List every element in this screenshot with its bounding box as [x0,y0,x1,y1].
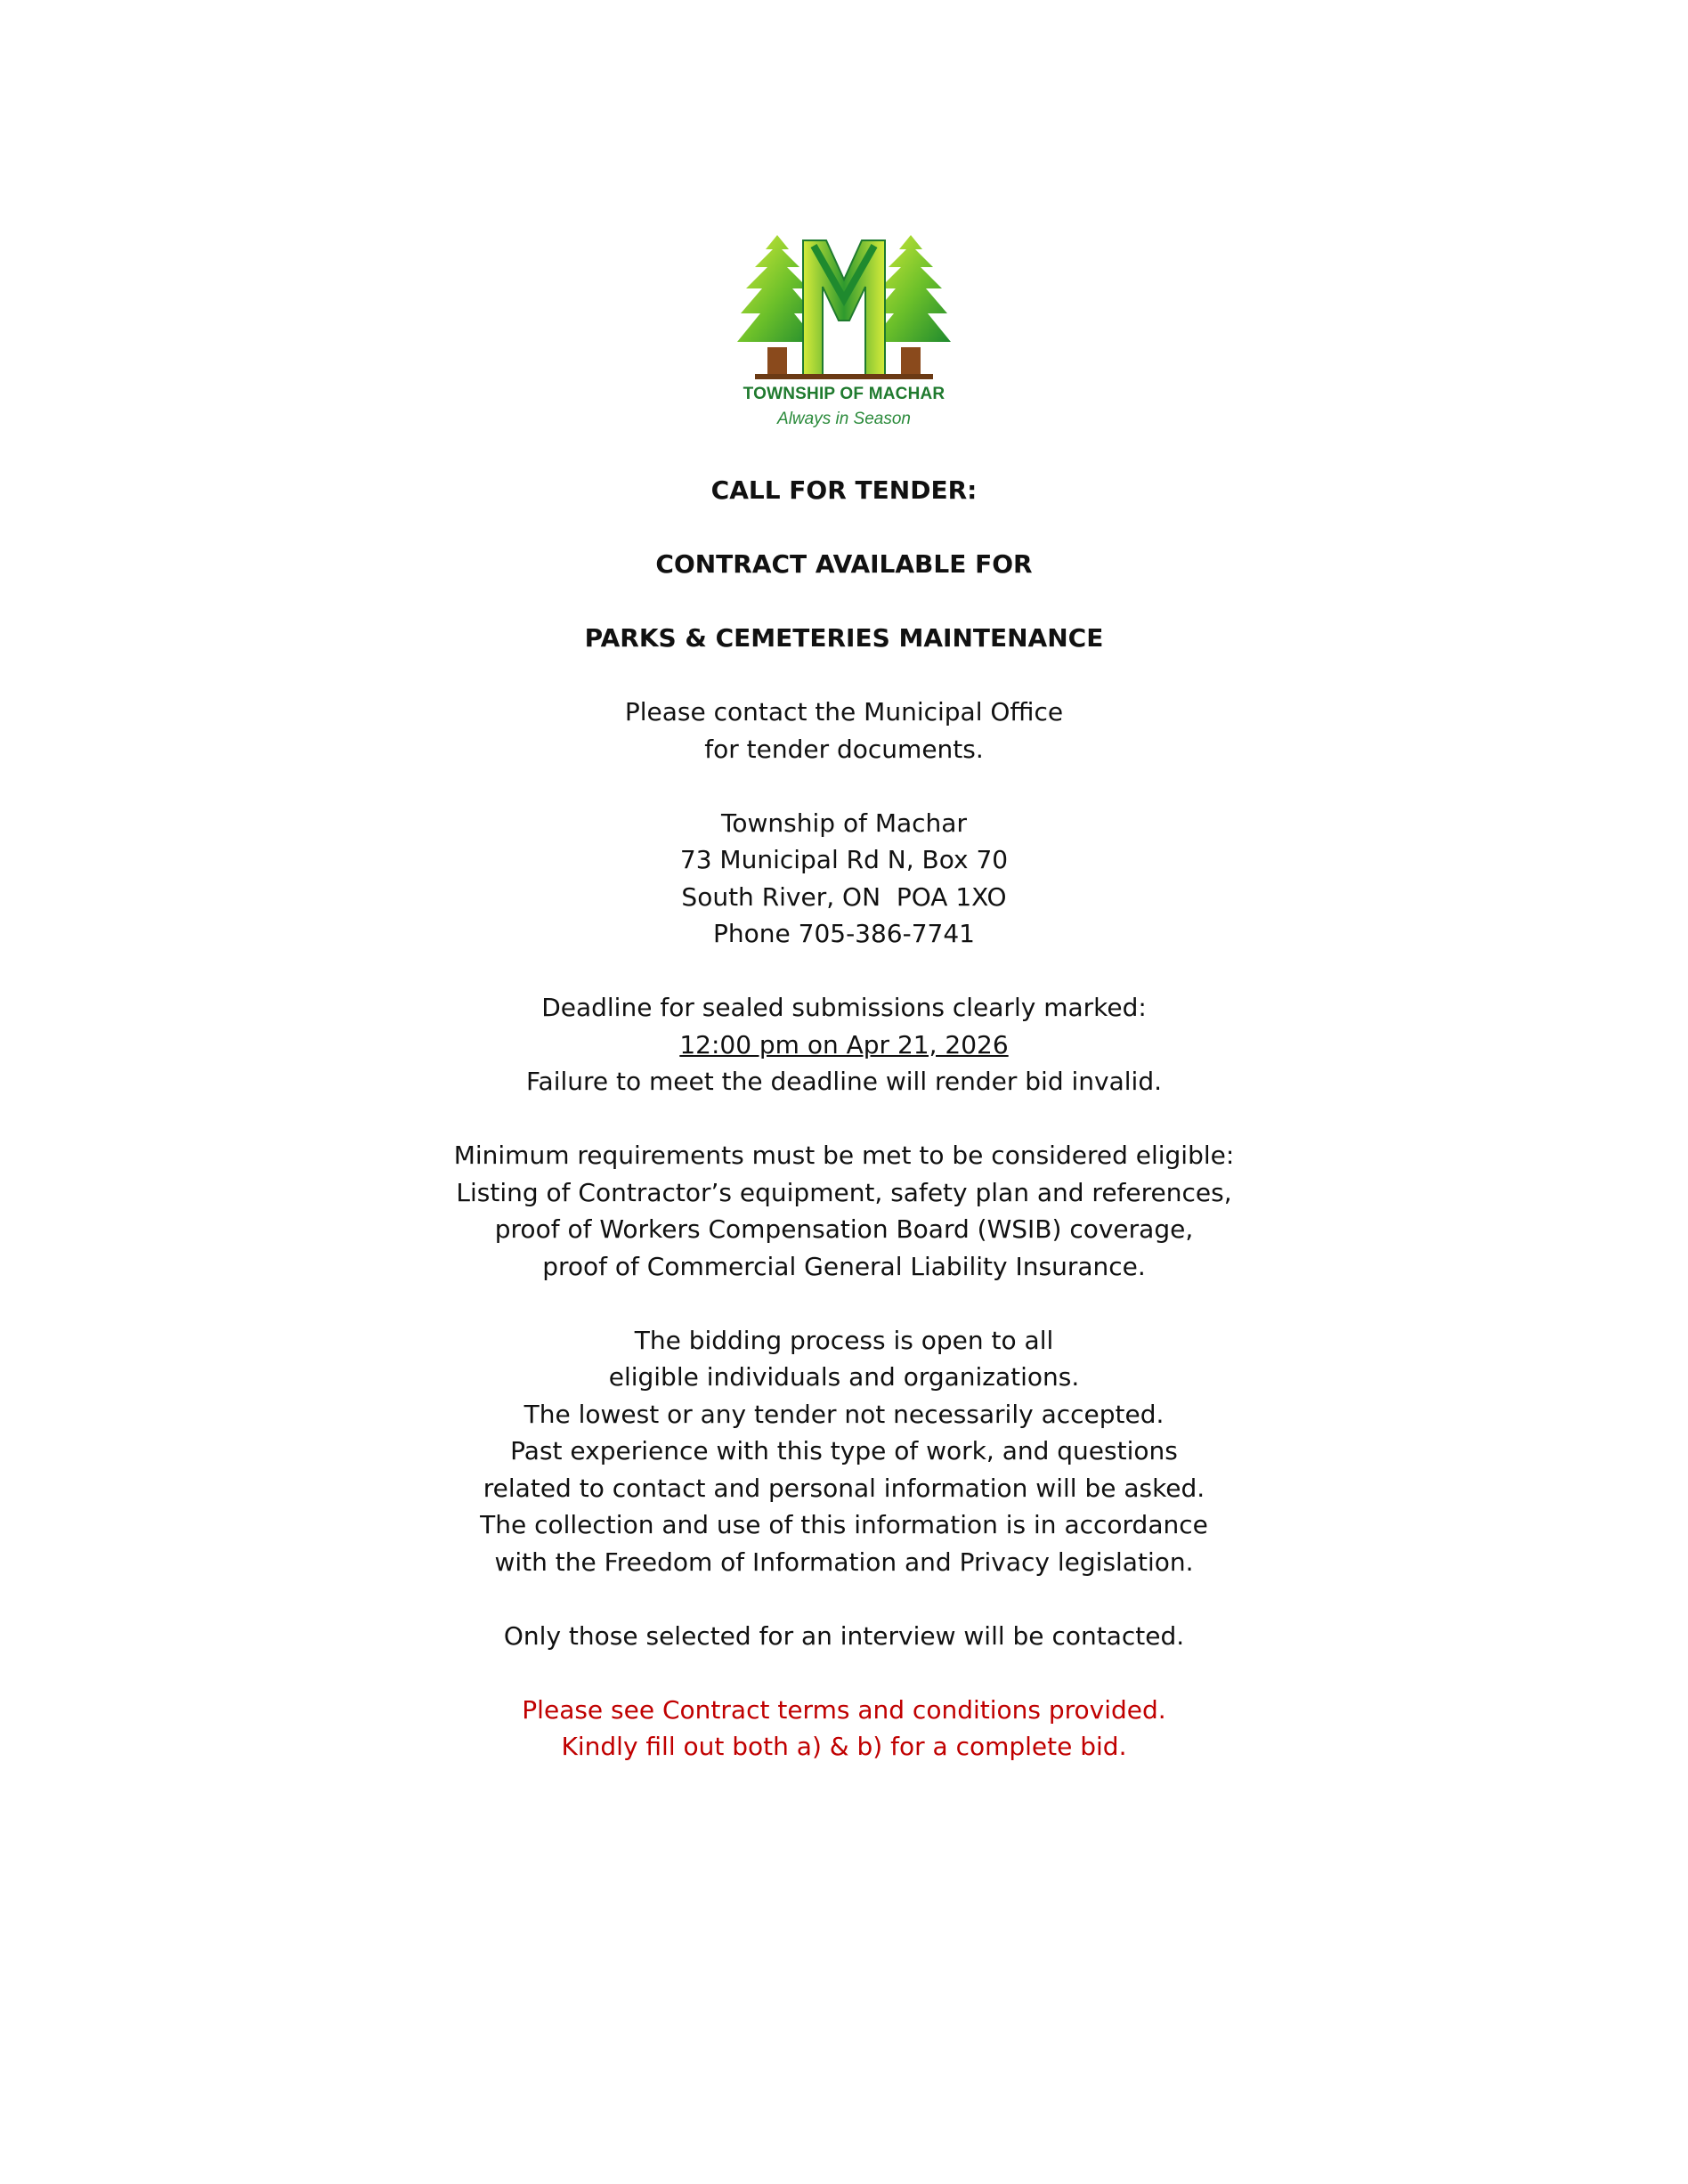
process-line: with the Freedom of Information and Privacy legislation. [494,1547,1194,1577]
township-logo [721,233,967,438]
contact-intro-line: Please contact the Municipal Office [624,697,1064,727]
requirements-line: proof of Commercial General Liability Insurance. [542,1251,1146,1281]
requirements-line: proof of Workers Compensation Board (WSIB) coverage, [494,1214,1194,1244]
contact-intro-line: for tender documents. [704,734,984,764]
contract-available-heading: CONTRACT AVAILABLE FOR [655,549,1033,579]
process-line: The collection and use of this information is in accordance [480,1510,1208,1539]
phone-line: Phone 705-386-7741 [713,919,975,948]
address-line: South River, ON POA 1XO [681,881,1007,912]
requirements-line: Minimum requirements must be met to be considered eligible: [453,1141,1235,1170]
address-line: Township of Machar [721,808,967,838]
logo-name: TOWNSHIP OF MACHAR [743,385,945,403]
contract-terms-notice: Please see Contract terms and conditions provided. [522,1694,1166,1725]
requirements-line: Listing of Contractor’s equipment, safety plan and references, [456,1177,1232,1207]
deadline-warning: Failure to meet the deadline will render bid invalid. [526,1067,1162,1096]
service-heading: PARKS & CEMETERIES MAINTENANCE [584,623,1104,653]
process-line: Past experience with this type of work, and questions [510,1436,1178,1465]
deadline-intro: Deadline for sealed submissions clearly marked: [541,993,1147,1022]
interview-note: Only those selected for an interview will be contacted. [503,1620,1185,1651]
complete-bid-notice: Kindly fill out both a) & b) for a complete bid. [561,1732,1127,1761]
process-line: eligible individuals and organizations. [608,1362,1080,1392]
process-line: The lowest or any tender not necessarily accepted. [523,1399,1165,1429]
call-for-tender-heading: CALL FOR TENDER: [710,475,978,505]
process-line: The bidding process is open to all [634,1325,1054,1355]
logo-tagline: Always in Season [777,410,911,428]
deadline-date: 12:00 pm on Apr 21, 2026 [679,1029,1009,1060]
process-line: related to contact and personal information will be asked. [483,1473,1205,1503]
notice-body [0,472,1688,1766]
tree-m-logo-icon [728,233,960,383]
address-line: 73 Municipal Rd N, Box 70 [679,845,1009,874]
